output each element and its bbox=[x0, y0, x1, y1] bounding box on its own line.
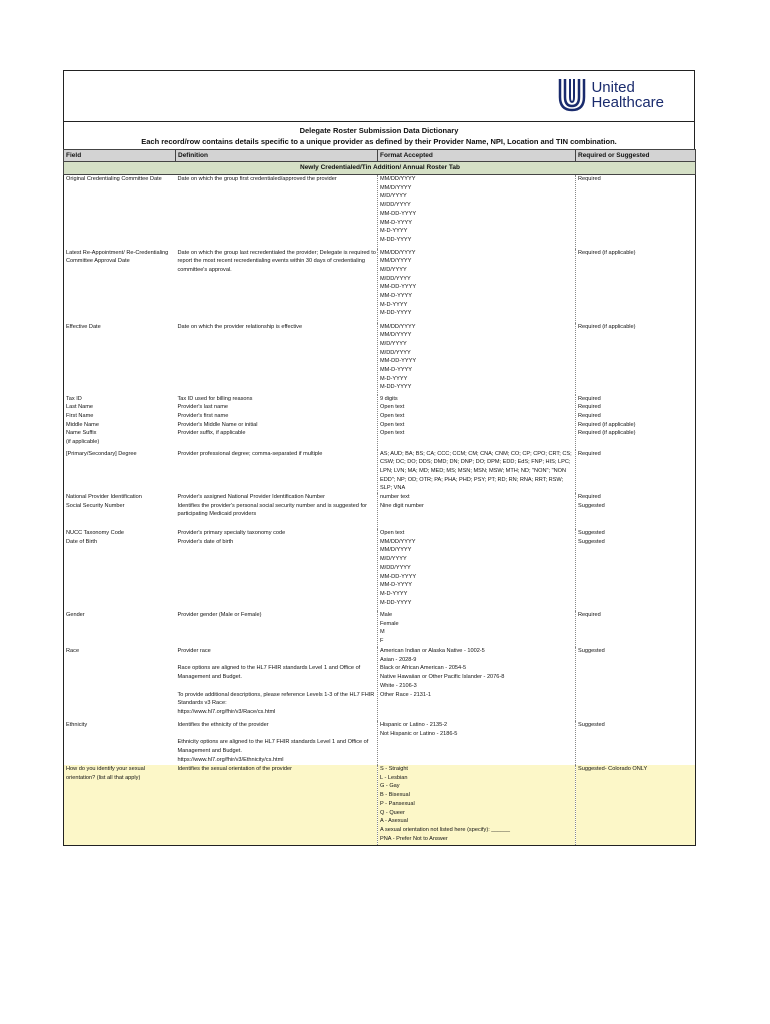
field-cell: Tax ID Last Name First Name Middle Name Name Suffix (if applicable) bbox=[64, 395, 176, 450]
table-row bbox=[64, 529, 696, 611]
table-row bbox=[64, 611, 696, 647]
column-header-field: Field bbox=[64, 150, 176, 162]
format-cell: Open text MM/DD/YYYY MM/D/YYYY M/D/YYYY M/DD/YYYY MM-DD-YYYY MM-D-YYYY M-D-YYYY M-DD-YYYY bbox=[378, 529, 576, 611]
required-cell: Suggested bbox=[576, 721, 696, 765]
format-cell: Male Female M F bbox=[378, 611, 576, 647]
logo-line-1: United bbox=[591, 79, 635, 96]
format-cell: 9 digits Open text Open text Open text Open text bbox=[378, 395, 576, 450]
definition-cell: Identifies the sexual orientation of the provider bbox=[176, 765, 378, 845]
format-cell: S - Straight L - Lesbian G - Gay B - Bisexual P - Pansexual Q - Queer A - Asexual A sexual orientation not listed here (specify): ______ PNA - Prefer Not to Answer bbox=[378, 765, 576, 845]
definition-cell: Provider's assigned National Provider Identification Number Identifies the provider's personal social security number and is suggested for participating Medicaid providers bbox=[177, 494, 367, 518]
field-cell: [Primary/Secondary] Degree bbox=[64, 450, 176, 494]
field-cell: NUCC Taxonomy Code Date of Birth bbox=[64, 529, 176, 611]
data-dictionary-sheet bbox=[63, 70, 695, 846]
definition-cell: Tax ID used for billing reasons Provider's last name Provider's first name Provider's Middle Name or initial Provider suffix, if applicable bbox=[177, 395, 258, 437]
definition-cell: Date on which the group last recredentialed the provider; Delegate is required to report the most recent recredentialing events within 30 days of credentialing committee's approval. bbox=[177, 249, 376, 273]
format-cell: AS; AUD; BA; BS; CA; CCC; CCM; CM; CNA; CNM; CO; CP; CPO; CRT; CS; CSW; DC; DO; DDS; DMD; DN; DNP; DO; DPM; EDD; EdS; FNP; HIS; LPC; LPN; LVN; MA; MD; MED; MS; MSN; MSN; MSW; MTH; ND; "NON"; "NON EDD"; NP; OD; OTR; PA; PHA; PHD; PSY; PT; RD; RN; RNA; RRT; RSW; SLP; VNA bbox=[378, 450, 576, 494]
table-row bbox=[64, 721, 696, 765]
required-cell: Required bbox=[576, 450, 696, 494]
section-row bbox=[64, 162, 696, 175]
definition-cell: Provider's primary specialty taxonomy code Provider's date of birth bbox=[177, 530, 286, 545]
definition-cell: Provider professional degree; comma-separated if multiple bbox=[177, 450, 323, 457]
format-cell: number text Nine digit number bbox=[378, 493, 576, 529]
column-header-row bbox=[64, 150, 696, 162]
field-cell: Ethnicity bbox=[64, 721, 176, 765]
table-row bbox=[64, 175, 696, 249]
document-title: Delegate Roster Submission Data Dictionary bbox=[299, 126, 459, 135]
required-cell: Required Suggested bbox=[576, 493, 696, 529]
required-cell: Required Required Required Required (if applicable) Required (if applicable) bbox=[576, 395, 696, 450]
field-cell: How do you identify your sexual orientation? (list all that apply) bbox=[64, 765, 176, 845]
table-row bbox=[64, 323, 696, 395]
required-cell: Required bbox=[576, 175, 696, 249]
document-subtitle: Each record/row contains details specific to a unique provider as defined by their Provider Name, NPI, Location and TIN combination. bbox=[141, 137, 617, 146]
table-row bbox=[64, 765, 696, 845]
format-cell: MM/DD/YYYY MM/D/YYYY M/D/YYYY M/DD/YYYY MM-DD-YYYY MM-D-YYYY M-D-YYYY M-DD-YYYY bbox=[378, 323, 576, 395]
definition-cell: Date on which the group first credentialed/approved the provider bbox=[177, 176, 337, 182]
table-row bbox=[64, 395, 696, 450]
field-cell: Gender bbox=[64, 611, 176, 647]
table-row bbox=[64, 647, 696, 721]
table-row bbox=[64, 493, 696, 529]
table-row bbox=[64, 249, 696, 323]
definition-cell: Identifies the ethnicity of the provider Ethnicity options are aligned to the HL7 FHIR standards Level 1 and Office of Management and Budget. https://www.hl7.org/fhir/v3/Ethnicity/cs.html bbox=[177, 722, 369, 763]
format-cell: Hispanic or Latino - 2135-2 Not Hispanic or Latino - 2186-5 bbox=[378, 721, 576, 765]
format-cell: American Indian or Alaska Native - 1002-5 Asian - 2028-9 Black or African American - 2054-5 Native Hawaiian or Other Pacific Islander - 2076-8 White - 2106-3 Other Race - 2131-1 bbox=[378, 647, 576, 721]
column-header-format: Format Accepted bbox=[378, 150, 576, 162]
column-header-required: Required or Suggested bbox=[576, 150, 696, 162]
required-cell: Required (if applicable) bbox=[576, 249, 696, 323]
dictionary-table bbox=[63, 149, 696, 846]
column-header-definition: Definition bbox=[176, 150, 378, 162]
field-cell: National Provider Identification Social Security Number bbox=[64, 493, 176, 529]
field-cell: Race bbox=[64, 647, 176, 721]
logo-line-2: Healthcare bbox=[591, 94, 664, 111]
field-cell: Latest Re-Appointment/ Re-Credentialing Committee Approval Date bbox=[64, 249, 176, 323]
section-title: Newly Credentialed/Tin Addition/ Annual Roster Tab bbox=[64, 162, 696, 175]
definition-cell: Provider race Race options are aligned to the HL7 FHIR standards Level 1 and Office of Management and Budget. To provide additional descriptions, please reference Levels 1-3 of the HL7 FHIR Standards v3 Race: https://www.hl7.org/fhir/v3/Race/cs.html bbox=[177, 648, 375, 715]
title-block bbox=[63, 122, 695, 149]
uhc-u-icon bbox=[557, 77, 587, 113]
format-cell: MM/DD/YYYY MM/D/YYYY M/D/YYYY M/DD/YYYY MM-DD-YYYY MM-D-YYYY M-D-YYYY M-DD-YYYY bbox=[378, 175, 576, 249]
field-cell: Effective Date bbox=[64, 323, 176, 395]
table-row bbox=[64, 450, 696, 494]
unitedhealthcare-logo bbox=[557, 77, 664, 113]
required-cell: Suggested bbox=[576, 647, 696, 721]
logo-wordmark bbox=[591, 80, 664, 110]
required-cell: Required bbox=[576, 611, 696, 647]
required-cell: Suggested- Colorado ONLY bbox=[576, 765, 696, 845]
format-cell: MM/DD/YYYY MM/D/YYYY M/D/YYYY M/DD/YYYY MM-DD-YYYY MM-D-YYYY M-D-YYYY M-DD-YYYY bbox=[378, 249, 576, 323]
definition-cell: Date on which the provider relationship is effective bbox=[177, 323, 303, 330]
required-cell: Suggested Suggested bbox=[576, 529, 696, 611]
required-cell: Required (if applicable) bbox=[576, 323, 696, 395]
logo-header bbox=[63, 70, 695, 122]
field-cell: Original Credentialing Committee Date bbox=[64, 175, 176, 249]
definition-cell: Provider gender (Male or Female) bbox=[177, 612, 262, 619]
